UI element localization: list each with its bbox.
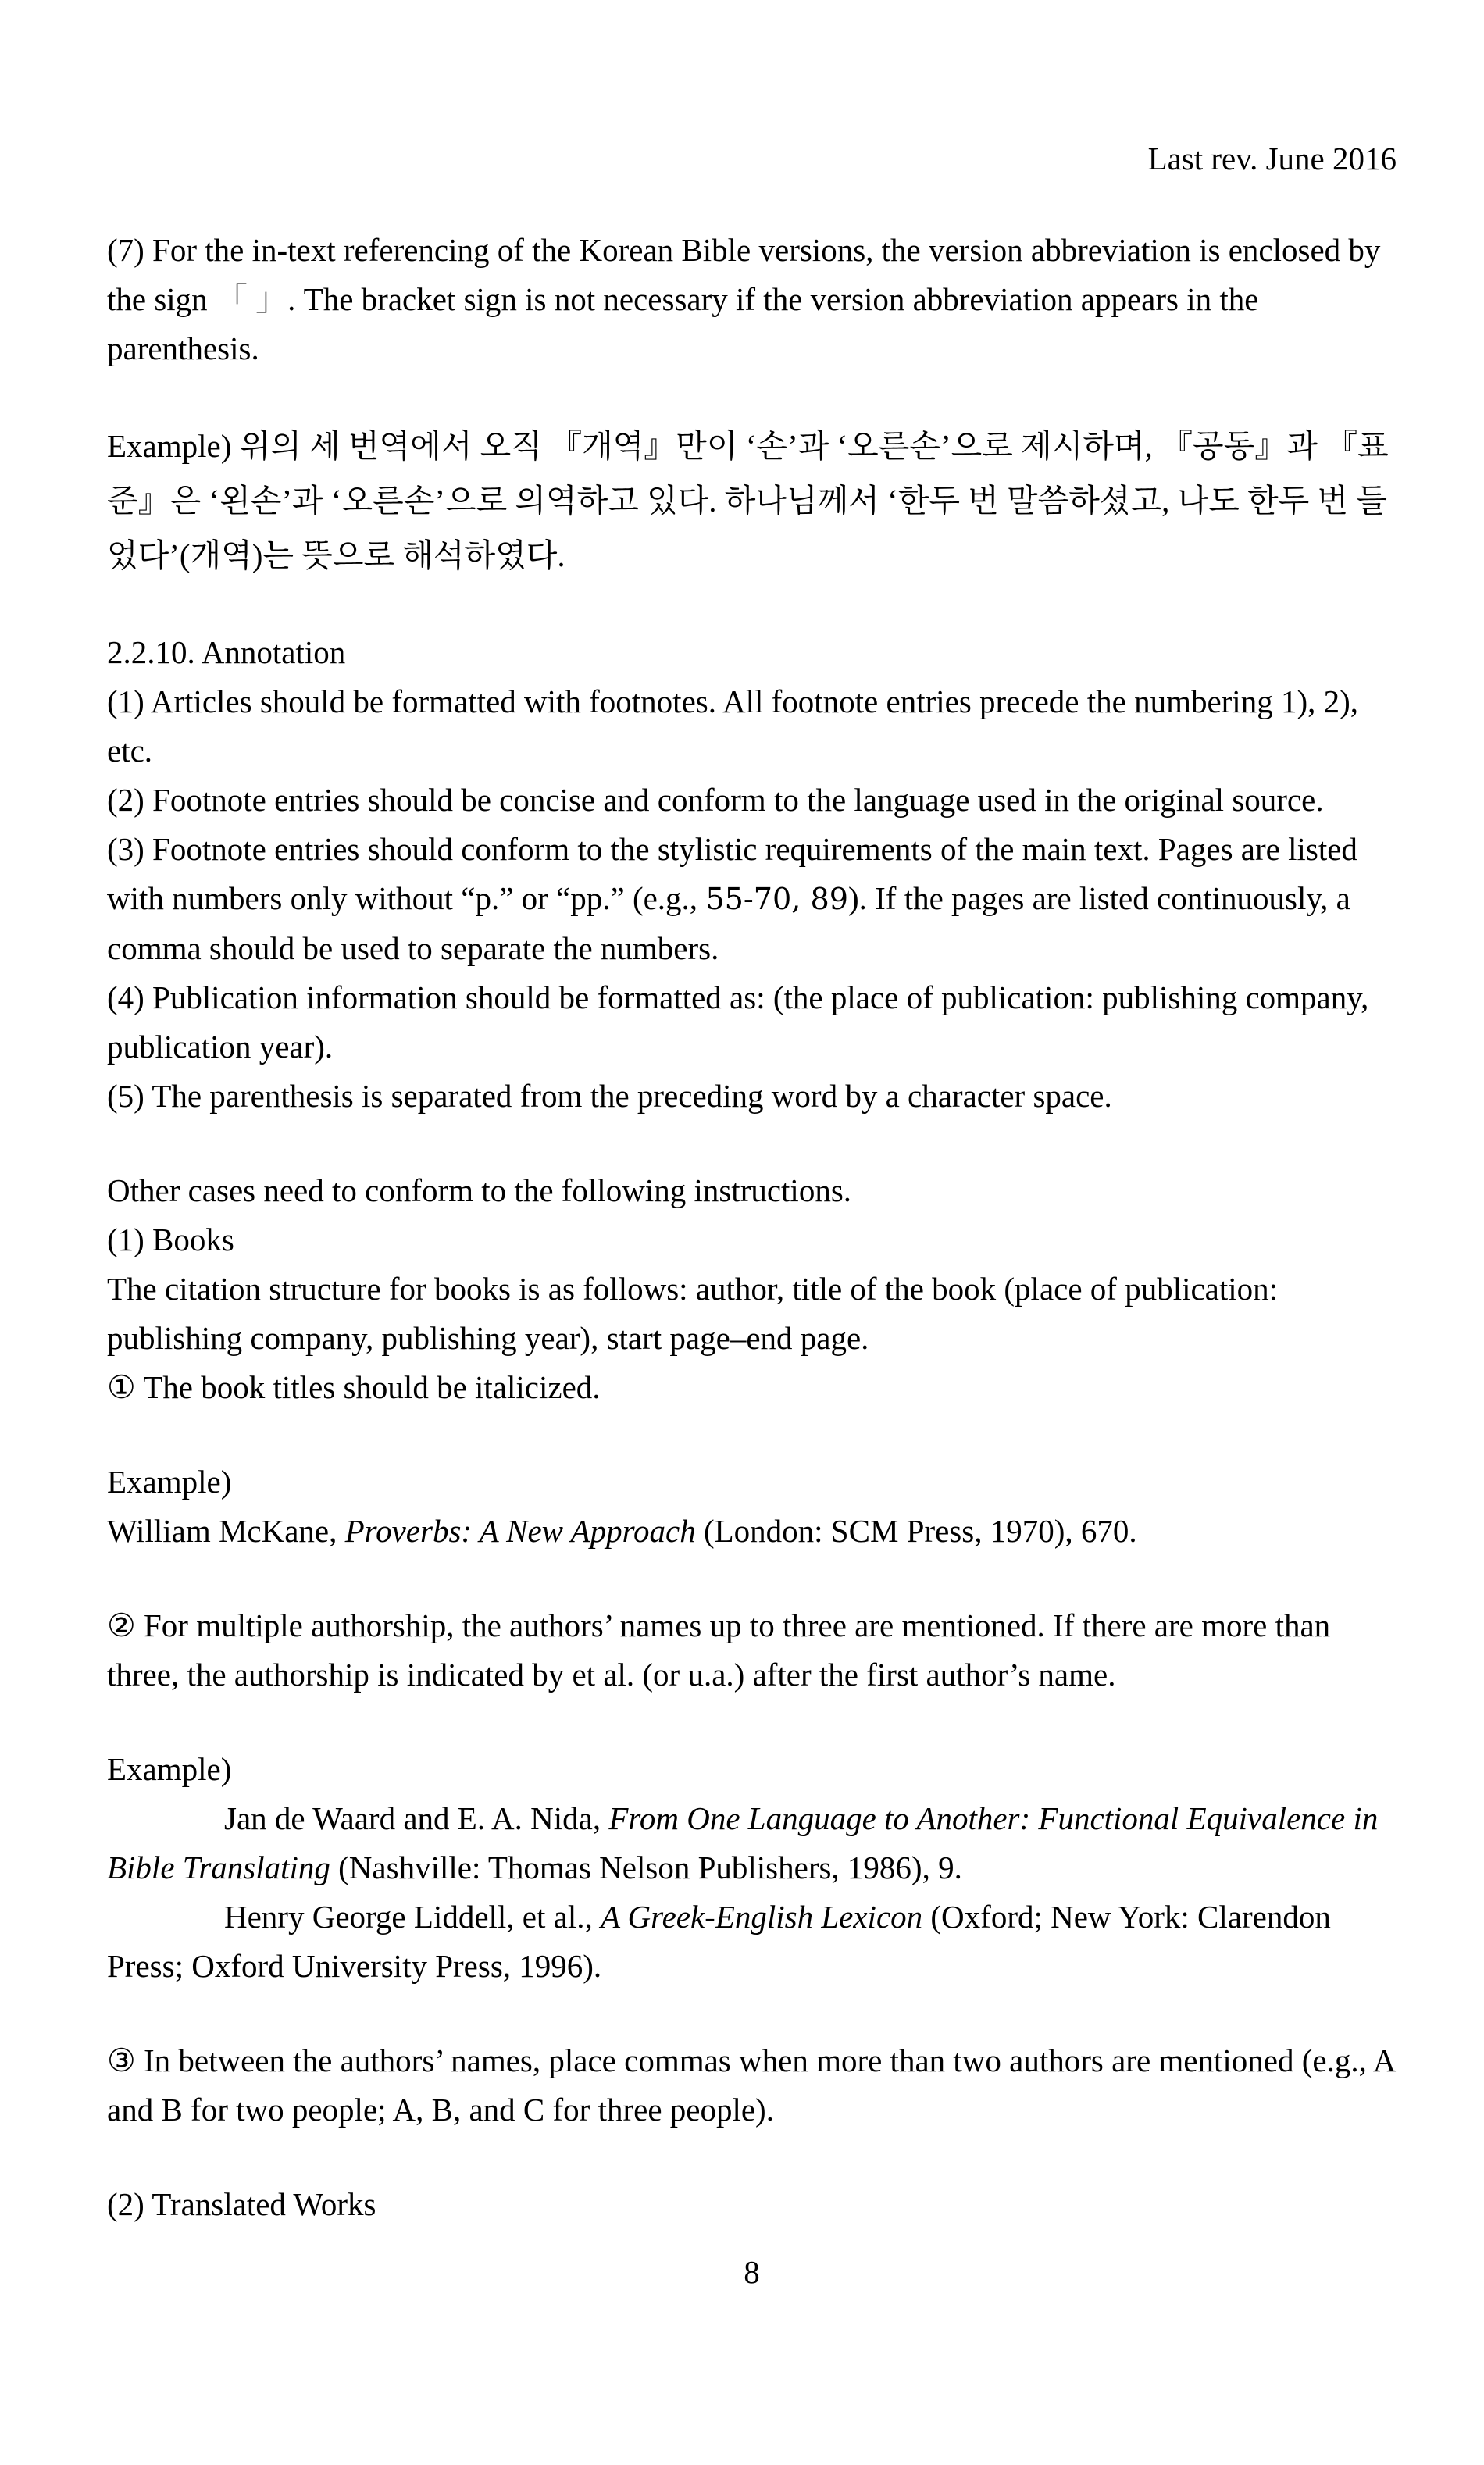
books-citation-structure: The citation structure for books is as follows: author, title of the book (place of publication: publishing company, publishing year), start page–end page. — [107, 1271, 1279, 1356]
books-heading: (1) Books — [107, 1222, 234, 1257]
annotation-rule-1: (1) Articles should be formatted with footnotes. All footnote entries precede the numbering 1), 2), etc. — [107, 683, 1359, 769]
annotation-rule-4: (4) Publication information should be formatted as: (the place of publication: publishing company, publication year). — [107, 979, 1369, 1065]
books-rule-1: ① The book titles should be italicized. — [107, 1369, 601, 1405]
example-label-2: Example) — [107, 1751, 232, 1787]
document-body — [107, 226, 1397, 2229]
para-7: (7) For the in-text referencing of the Korean Bible versions, the version abbreviation is enclosed by the sign 「 」. The bracket sign is not necessary if the version abbreviation appears in the parenthesis. — [107, 232, 1381, 366]
other-cases-intro: Other cases need to conform to the following instructions. — [107, 1172, 852, 1208]
annotation-rule-2: (2) Footnote entries should be concise and conform to the language used in the original source. — [107, 782, 1324, 818]
citation-mckane: William McKane, Proverbs: A New Approach (London: SCM Press, 1970), 670. — [107, 1513, 1137, 1549]
heading-translated-works: (2) Translated Works — [107, 2186, 376, 2222]
page-number: 8 — [744, 2254, 760, 2290]
citation-liddell: Henry George Liddell, et al., A Greek-English Lexicon (Oxford; New York: Clarendon Press; Oxford University Press, 1996). — [107, 1899, 1331, 1984]
citation-waard-nida: Jan de Waard and E. A. Nida, From One Language to Another: Functional Equivalence in Bible Translating (Nashville: Thomas Nelson Publishers, 1986), 9. — [107, 1800, 1379, 1885]
books-rule-3: ③ In between the authors’ names, place commas when more than two authors are mentioned (e.g., A and B for two people; A, B, and C for three people). — [107, 2042, 1395, 2128]
heading-annotation: 2.2.10. Annotation — [107, 634, 346, 670]
example-korean: Example) 위의 세 번역에서 오직 『개역』만이 ‘손’과 ‘오른손’으로 제시하며, 『공동』과 『표준』은 ‘왼손’과 ‘오른손’으로 의역하고 있다. 하나님께서 ‘한두 번 말씀하셨고, 나도 한두 번 들었다’(개역)는 뜻으로 해석하였다. — [107, 428, 1389, 573]
example-label-1: Example) — [107, 1464, 232, 1500]
books-rule-2: ② For multiple authorship, the authors’ names up to three are mentioned. If there are more than three, the authorship is indicated by et al. (or u.a.) after the first author’s name. — [107, 1607, 1331, 1693]
annotation-rule-3: (3) Footnote entries should conform to the stylistic requirements of the main text. Pages are listed with numbers only without “p.” or “pp.” (e.g., 55-70, 89). If the pages are listed continuously, a comma should be used to separate the numbers. — [107, 831, 1357, 966]
last-revised-note: Last rev. June 2016 — [1147, 141, 1397, 177]
annotation-rule-5: (5) The parenthesis is separated from the preceding word by a character space. — [107, 1078, 1112, 1114]
